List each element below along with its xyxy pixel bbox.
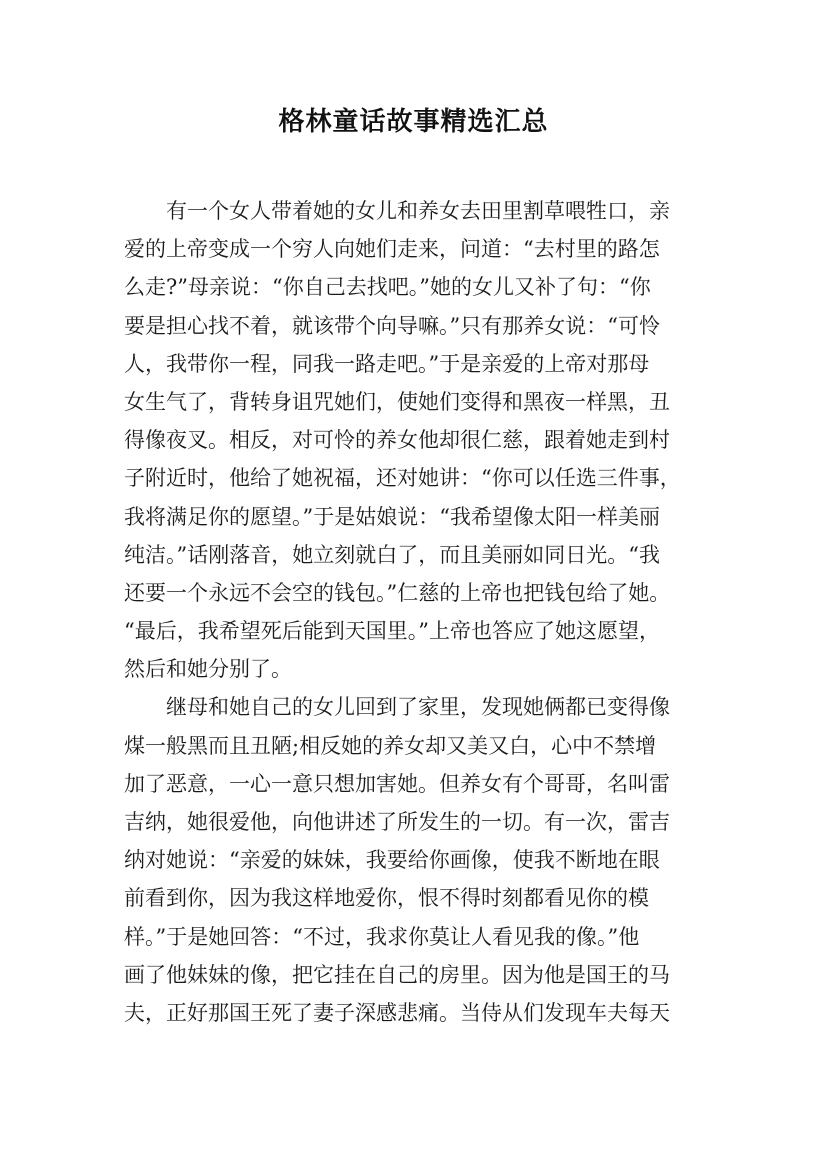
- paragraph-line: 画了他妹妹的像，把它挂在自己的房里。因为他是国王的马: [124, 962, 670, 987]
- paragraph-line: 子附近时，他给了她祝福，还对她讲：“你可以任选三件事，: [124, 466, 681, 491]
- document-body: [124, 192, 724, 1032]
- paragraph-line: 前看到你，因为我这样地爱你，恨不得时刻都看见你的模: [124, 886, 649, 911]
- paragraph-line: 要是担心找不着，就该带个向导嘛。”只有那养女说：“可怜: [124, 313, 660, 338]
- paragraph-line: 还要一个永远不会空的钱包。”仁慈的上帝也把钱包给了她。: [124, 580, 671, 605]
- paragraph-line: 样。”于是她回答：“不过，我求你莫让人看见我的像。”他: [124, 924, 640, 949]
- paragraph-line: 纳对她说：“亲爱的妹妹，我要给你画像，使我不断地在眼: [124, 848, 660, 873]
- paragraph-line: 继母和她自己的女儿回到了家里，发现她俩都已变得像: [166, 695, 670, 720]
- paragraph-line: 加了恶意，一心一意只想加害她。但养女有个哥哥，名叫雷: [124, 771, 670, 796]
- paragraph-line: 然后和她分别了。: [124, 657, 292, 682]
- paragraph-line: 夫，正好那国王死了妻子深感悲痛。当侍从们发现车夫每天: [124, 1000, 670, 1025]
- paragraph-line: 纯洁。”话刚落音，她立刻就白了，而且美丽如同日光。“我: [124, 542, 660, 567]
- paragraph-line: 爱的上帝变成一个穷人向她们走来，问道：“去村里的路怎: [124, 237, 660, 262]
- paragraph-line: 有一个女人带着她的女儿和养女去田里割草喂牲口，亲: [166, 199, 670, 223]
- paragraph-1: [124, 192, 724, 688]
- document-title: 格林童话故事精选汇总: [278, 107, 549, 137]
- paragraph-line: “最后，我希望死后能到天国里。”上帝也答应了她这愿望，: [124, 619, 660, 644]
- paragraph-line: 女生气了，背转身诅咒她们，使她们变得和黑夜一样黑，丑: [124, 389, 670, 414]
- paragraph-line: 煤一般黑而且丑陋;相反她的养女却又美又白，心中不禁增: [124, 733, 657, 758]
- paragraph-line: 吉纳，她很爱他，向他讲述了所发生的一切。有一次，雷吉: [124, 810, 670, 834]
- paragraph-line: 得像夜叉。相反，对可怜的养女他却很仁慈，跟着她走到村: [124, 428, 670, 453]
- paragraph-2: [124, 688, 724, 1032]
- paragraph-line: 人，我带你一程，同我一路走吧。”于是亲爱的上帝对那母: [124, 351, 650, 376]
- paragraph-line: 么走?”母亲说：“你自己去找吧。”她的女儿又补了句：“你: [124, 275, 651, 300]
- paragraph-line: 我将满足你的愿望。”于是姑娘说：“我希望像太阳一样美丽: [124, 504, 660, 529]
